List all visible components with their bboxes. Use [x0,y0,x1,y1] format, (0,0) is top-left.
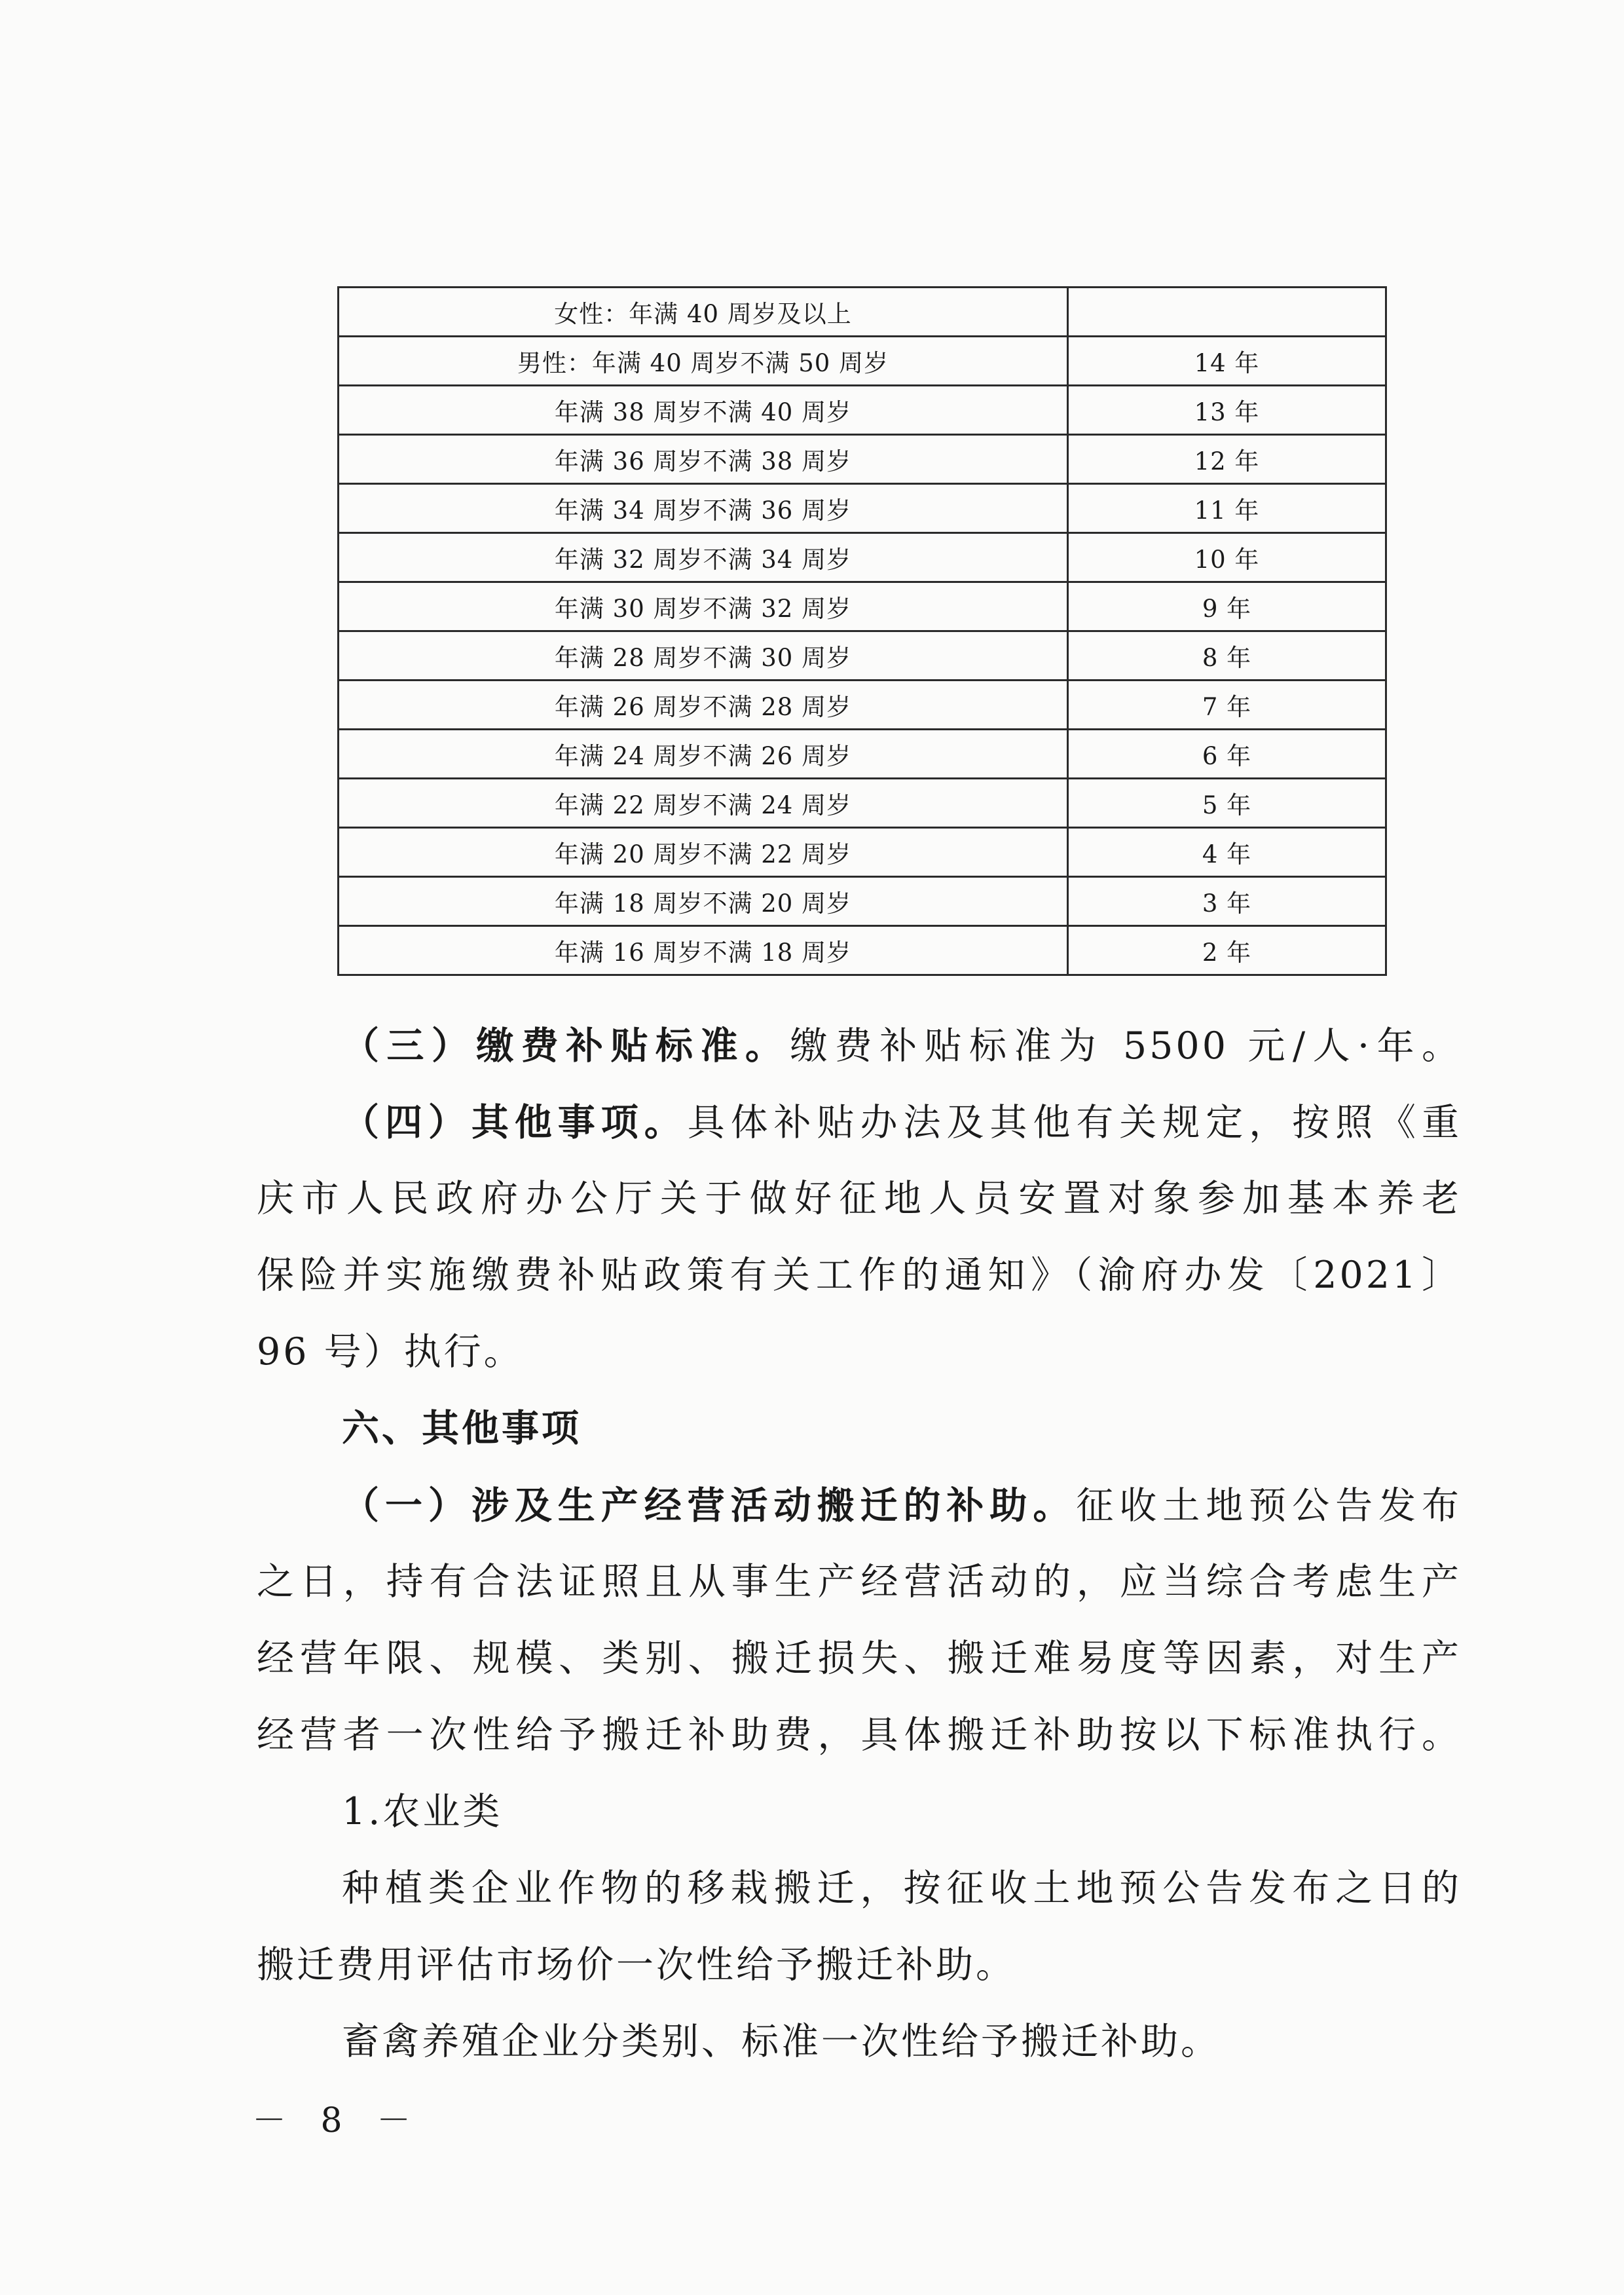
table-row [339,681,1386,730]
subsidy-years-table [337,286,1387,976]
section-6-sub1-line-1: （一）涉及生产经营活动搬迁的补助。征收土地预公告发布 [342,1483,1462,1527]
table-row [339,926,1386,975]
subsidy-years-cell: 7 年 [1068,681,1386,730]
table-row [339,877,1386,926]
page-number: － 8 － [252,2101,423,2140]
table-row [339,582,1386,631]
table-row [339,337,1386,386]
age-range-cell: 年满 34 周岁不满 36 周岁 [339,484,1068,533]
section-6-sub1-line-4: 经营者一次性给予搬迁补助费，具体搬迁补助按以下标准执行。 [257,1713,1462,1757]
table-row [339,533,1386,582]
subsidy-years-cell: 10 年 [1068,533,1386,582]
section-3-text: 缴费补贴标准为 5500 元/人·年。 [790,1024,1462,1068]
subsidy-years-cell: 5 年 [1068,779,1386,828]
section-6-sub1-title: （一）涉及生产经营活动搬迁的补助。 [342,1483,1077,1527]
subsidy-years-cell: 2 年 [1068,926,1386,975]
table-row [339,730,1386,779]
section-6-sub1-line-3: 经营年限、规模、类别、搬迁损失、搬迁难易度等因素，对生产 [257,1637,1462,1680]
age-range-cell: 年满 20 周岁不满 22 周岁 [339,828,1068,877]
section-6-sub1-line-2: 之日，持有合法证照且从事生产经营活动的，应当综合考虑生产 [257,1560,1462,1603]
section-4-line-3: 保险并实施缴费补贴政策有关工作的通知》（渝府办发〔2021〕 [257,1254,1462,1297]
section-4-line-1: （四）其他事项。具体补贴办法及其他有关规定，按照《重 [342,1100,1462,1144]
age-range-cell: 年满 26 周岁不满 28 周岁 [339,681,1068,730]
age-range-cell: 年满 16 周岁不满 18 周岁 [339,926,1068,975]
subsidy-years-cell: 6 年 [1068,730,1386,779]
item-1-title: 1.农业类 [342,1790,503,1833]
table-row [339,779,1386,828]
age-range-cell: 年满 30 周岁不满 32 周岁 [339,582,1068,631]
age-range-cell: 年满 28 周岁不满 30 周岁 [339,631,1068,681]
section-3-paragraph [257,1007,1462,1085]
subsidy-years-cell: 13 年 [1068,386,1386,435]
table-row [339,828,1386,877]
subsidy-years-cell: 14 年 [1068,337,1386,386]
age-range-cell: 女性：年满 40 周岁及以上 [339,288,1068,337]
subsidy-years-cell: 8 年 [1068,631,1386,681]
item-1-paragraph-1-line-2: 搬迁费用评估市场价一次性给予搬迁补助。 [257,1943,1016,1987]
table-row [339,435,1386,484]
section-3-title: （三）缴费补贴标准。 [342,1024,790,1068]
subsidy-years-cell: 3 年 [1068,877,1386,926]
section-4-title: （四）其他事项。 [342,1100,688,1144]
section-4-line-2: 庆市人民政府办公厅关于做好征地人员安置对象参加基本养老 [257,1177,1462,1220]
section-6-heading: 六、其他事项 [342,1407,581,1450]
age-range-cell: 年满 38 周岁不满 40 周岁 [339,386,1068,435]
section-4-line-4: 96 号）执行。 [257,1330,524,1373]
table-row [339,288,1386,337]
subsidy-years-cell: 11 年 [1068,484,1386,533]
age-range-cell: 男性：年满 40 周岁不满 50 周岁 [339,337,1068,386]
age-range-cell: 年满 24 周岁不满 26 周岁 [339,730,1068,779]
item-1-paragraph-1-line-1: 种植类企业作物的移栽搬迁，按征收土地预公告发布之日的 [342,1867,1462,1910]
age-range-cell: 年满 18 周岁不满 20 周岁 [339,877,1068,926]
table-row [339,631,1386,681]
table-row [339,386,1386,435]
age-range-cell: 年满 22 周岁不满 24 周岁 [339,779,1068,828]
subsidy-years-cell: 4 年 [1068,828,1386,877]
subsidy-years-cell: 9 年 [1068,582,1386,631]
table-row [339,484,1386,533]
subsidy-years-cell [1068,288,1386,337]
age-range-cell: 年满 36 周岁不满 38 周岁 [339,435,1068,484]
subsidy-years-cell: 12 年 [1068,435,1386,484]
age-range-cell: 年满 32 周岁不满 34 周岁 [339,533,1068,582]
item-1-paragraph-2: 畜禽养殖企业分类别、标准一次性给予搬迁补助。 [342,2020,1221,2063]
